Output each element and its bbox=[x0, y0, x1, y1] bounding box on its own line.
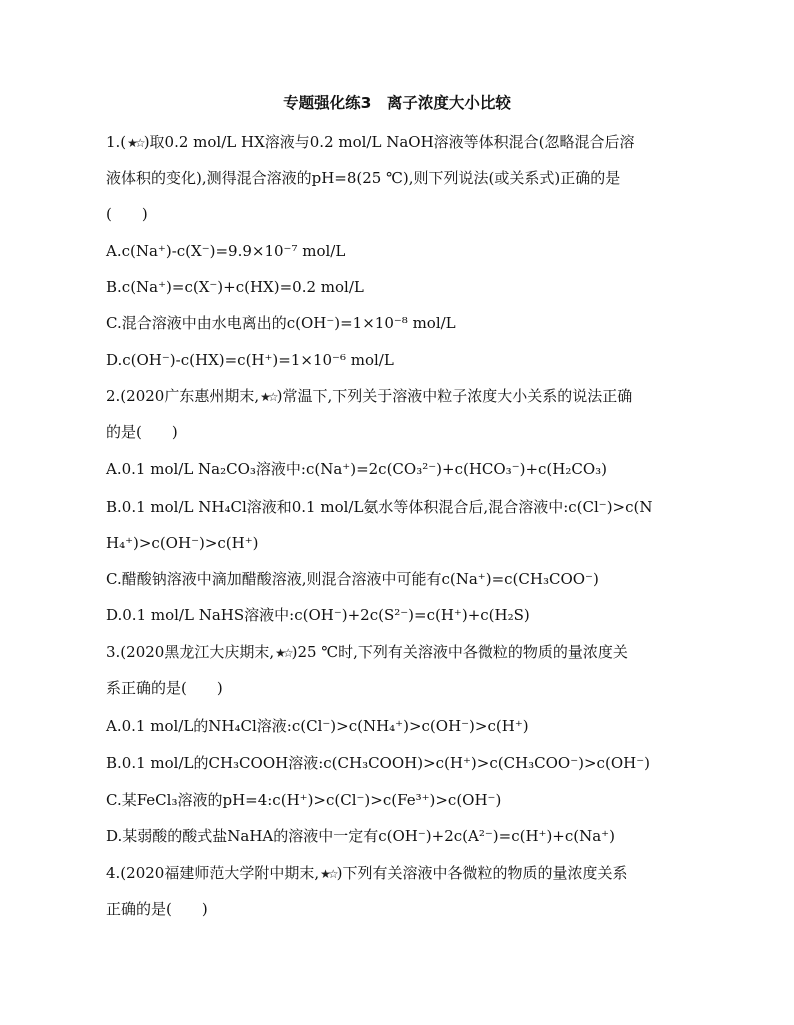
q1-option-b: B.c(Na⁺)=c(X⁻)+c(HX)=0.2 mol/L bbox=[106, 278, 364, 296]
q2-option-b-line2: H₄⁺)>c(OH⁻)>c(H⁺) bbox=[106, 534, 259, 552]
q2-option-b-line1: B.0.1 mol/L NH₄Cl溶液和0.1 mol/L氨水等体积混合后,混合溶液中:c(Cl⁻)>c(N bbox=[106, 498, 653, 516]
q2-option-d: D.0.1 mol/L NaHS溶液中:c(OH⁻)+2c(S²⁻)=c(H⁺)+c(H₂S) bbox=[106, 606, 530, 624]
q1-stem-line1 bbox=[106, 132, 706, 153]
q4-stem-text: )下列有关溶液中各微粒的物质的量浓度关系 bbox=[336, 864, 628, 882]
q1-stem-text: )取0.2 mol/L HX溶液与0.2 mol/L NaOH溶液等体积混合(忽略混合后溶 bbox=[143, 133, 635, 151]
q4-stem-line1 bbox=[106, 863, 706, 884]
q2-stem-text: )常温下,下列关于溶液中粒子浓度大小关系的说法正确 bbox=[276, 387, 633, 405]
q3-stem-line1 bbox=[106, 642, 706, 663]
difficulty-star-icon: ★☆ bbox=[260, 390, 276, 404]
difficulty-star-icon: ★☆ bbox=[275, 646, 291, 660]
q1-option-a: A.c(Na⁺)-c(X⁻)=9.9×10⁻⁷ mol/L bbox=[106, 242, 346, 260]
q2-number: 2.(2020广东惠州期末, bbox=[106, 387, 260, 405]
q3-stem-text: )25 ℃时,下列有关溶液中各微粒的物质的量浓度关 bbox=[291, 643, 628, 661]
q2-stem-line2: 的是( ) bbox=[106, 423, 178, 441]
q1-option-c: C.混合溶液中由水电离出的c(OH⁻)=1×10⁻⁸ mol/L bbox=[106, 314, 456, 332]
difficulty-star-icon: ★☆ bbox=[320, 867, 336, 881]
q2-stem-line1 bbox=[106, 386, 706, 407]
q3-option-a: A.0.1 mol/L的NH₄Cl溶液:c(Cl⁻)>c(NH₄⁺)>c(OH⁻)>c(H⁺) bbox=[106, 717, 529, 735]
q3-option-b: B.0.1 mol/L的CH₃COOH溶液:c(CH₃COOH)>c(H⁺)>c(CH₃COO⁻)>c(OH⁻) bbox=[106, 754, 650, 772]
q2-option-a: A.0.1 mol/L Na₂CO₃溶液中:c(Na⁺)=2c(CO₃²⁻)+c(HCO₃⁻)+c(H₂CO₃) bbox=[106, 460, 608, 478]
q3-option-c: C.某FeCl₃溶液的pH=4:c(H⁺)>c(Cl⁻)>c(Fe³⁺)>c(OH⁻) bbox=[106, 791, 502, 809]
q3-stem-line2: 系正确的是( ) bbox=[106, 679, 223, 697]
q1-number: 1.( bbox=[106, 133, 127, 151]
q1-stem-line2: 液体积的变化),测得混合溶液的pH=8(25 ℃),则下列说法(或关系式)正确的是 bbox=[106, 169, 621, 187]
difficulty-star-icon: ★☆ bbox=[127, 136, 143, 150]
q1-option-d: D.c(OH⁻)-c(HX)=c(H⁺)=1×10⁻⁶ mol/L bbox=[106, 351, 394, 369]
q3-number: 3.(2020黑龙江大庆期末, bbox=[106, 643, 275, 661]
q1-answer-blank: ( ) bbox=[106, 205, 148, 223]
q4-number: 4.(2020福建师范大学附中期末, bbox=[106, 864, 320, 882]
q4-stem-line2: 正确的是( ) bbox=[106, 900, 208, 918]
q2-option-c: C.醋酸钠溶液中滴加醋酸溶液,则混合溶液中可能有c(Na⁺)=c(CH₃COO⁻) bbox=[106, 570, 599, 588]
q3-option-d: D.某弱酸的酸式盐NaHA的溶液中一定有c(OH⁻)+2c(A²⁻)=c(H⁺)+c(Na⁺) bbox=[106, 827, 615, 845]
page-title: 专题强化练3 离子浓度大小比较 bbox=[283, 94, 511, 112]
